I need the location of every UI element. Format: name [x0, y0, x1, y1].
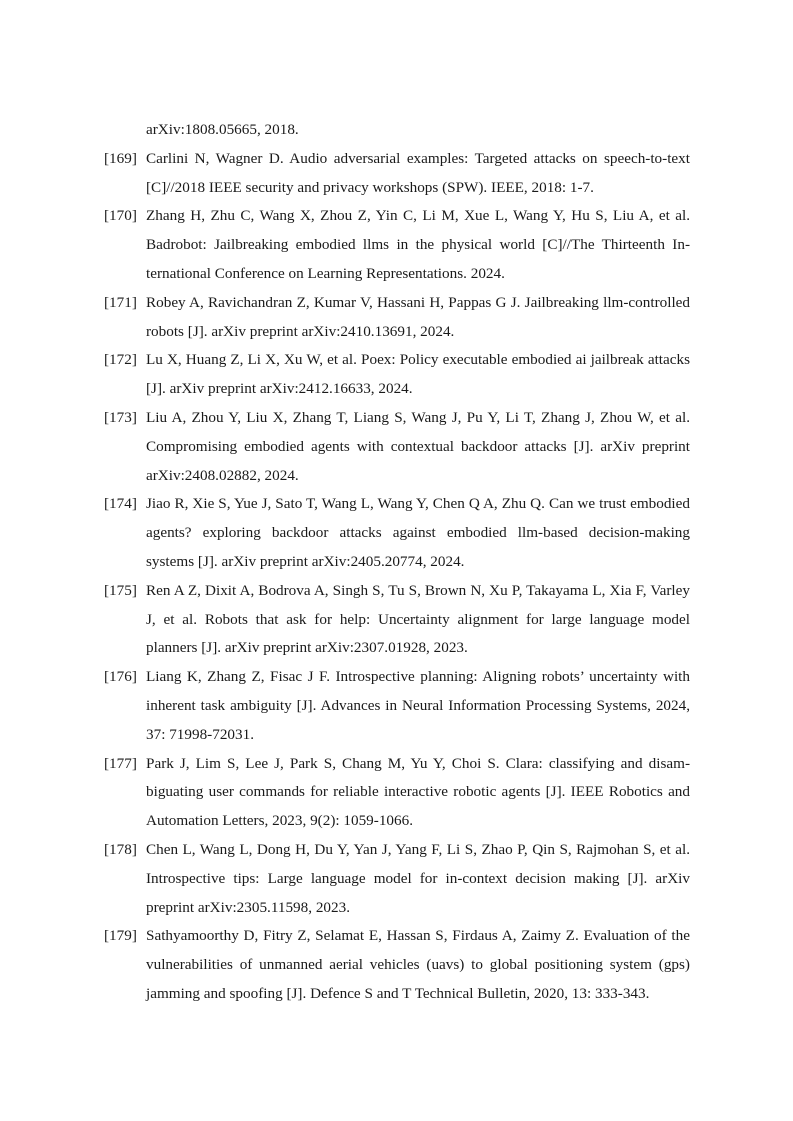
reference-item	[104, 577, 690, 663]
reference-item	[104, 145, 690, 203]
reference-item	[104, 490, 690, 576]
reference-number: [175]	[104, 581, 137, 599]
reference-number: [173]	[104, 408, 137, 426]
reference-text: Chen L, Wang L, Dong H, Du Y, Yan J, Yang F, Li S, Zhao P, Qin S, Rajmohan S, et al. Introspective tips: Large language model for in-context decision making [J]. arXiv preprint arXiv:2305.11598, 2023.	[146, 840, 690, 916]
reference-list	[104, 116, 690, 1009]
reference-text: Jiao R, Xie S, Yue J, Sato T, Wang L, Wang Y, Chen Q A, Zhu Q. Can we trust embodied agents? exploring backdoor attacks against embodied llm-based decision-making systems [J]. arXiv preprint arXiv:2405.20774, 2024.	[146, 495, 690, 570]
reference-item	[104, 346, 690, 404]
reference-number: [171]	[104, 293, 137, 311]
reference-number: [169]	[104, 149, 137, 167]
reference-item	[104, 922, 690, 1008]
reference-item	[104, 289, 690, 347]
reference-number: [179]	[104, 927, 137, 945]
reference-text: Ren A Z, Dixit A, Bodrova A, Singh S, Tu S, Brown N, Xu P, Takayama L, Xia F, Varley J, et al. Robots that ask for help: Uncertainty alignment for large language model planners [J]. arXiv preprint arXiv:2307.01928, 2023.	[146, 581, 690, 657]
reference-text: Zhang H, Zhu C, Wang X, Zhou Z, Yin C, Li M, Xue L, Wang Y, Hu S, Liu A, et al. Badrobot: Jailbreaking embodied llms in the physical world [C]//The Thirteenth International Conference on Learning Representations. 2024.	[146, 207, 690, 282]
reference-item	[104, 404, 690, 490]
reference-number: [172]	[104, 351, 137, 369]
reference-text: Lu X, Huang Z, Li X, Xu W, et al. Poex: Policy executable embodied ai jailbreak attacks [J]. arXiv preprint arXiv:2412.16633, 2024.	[146, 351, 690, 398]
reference-number: [178]	[104, 840, 137, 858]
reference-item	[104, 202, 690, 288]
reference-continuation: arXiv:1808.05665, 2018.	[146, 121, 299, 138]
reference-text: Carlini N, Wagner D. Audio adversarial examples: Targeted attacks on speech-to-text [C]//2018 IEEE security and privacy workshops (SPW). IEEE, 2018: 1-7.	[146, 149, 690, 196]
reference-number: [170]	[104, 207, 137, 225]
reference-number: [176]	[104, 668, 137, 686]
reference-text: Robey A, Ravichandran Z, Kumar V, Hassani H, Pappas G J. Jailbreaking llm-controlled robots [J]. arXiv preprint arXiv:2410.13691, 2024.	[146, 293, 690, 340]
reference-number: [177]	[104, 754, 137, 772]
reference-number: [174]	[104, 495, 137, 513]
reference-text: Park J, Lim S, Lee J, Park S, Chang M, Yu Y, Choi S. Clara: classifying and disambiguating user commands for reliable interactive robotic agents [J]. IEEE Robotics and Automation Letters, 2023, 9(2): 1059-1066.	[146, 754, 690, 830]
reference-text: Liang K, Zhang Z, Fisac J F. Introspective planning: Aligning robots’ uncertainty with inherent task ambiguity [J]. Advances in Neural Information Processing Systems, 2024, 37: 71998-72031.	[146, 668, 690, 743]
reference-text: Liu A, Zhou Y, Liu X, Zhang T, Liang S, Wang J, Pu Y, Li T, Zhang J, Zhou W, et al. Compromising embodied agents with contextual backdoor attacks [J]. arXiv preprint arXiv:2408.02882, 2024.	[146, 408, 690, 484]
reference-item	[104, 836, 690, 922]
reference-item	[104, 663, 690, 749]
reference-item	[104, 750, 690, 836]
reference-text: Sathyamoorthy D, Fitry Z, Selamat E, Hassan S, Firdaus A, Zaimy Z. Evaluation of the vulnerabilities of unmanned aerial vehicles (uavs) to global positioning system (gps) jamming and spoofing [J]. Defence S and T Technical Bulletin, 2020, 13: 333-343.	[146, 927, 690, 1002]
